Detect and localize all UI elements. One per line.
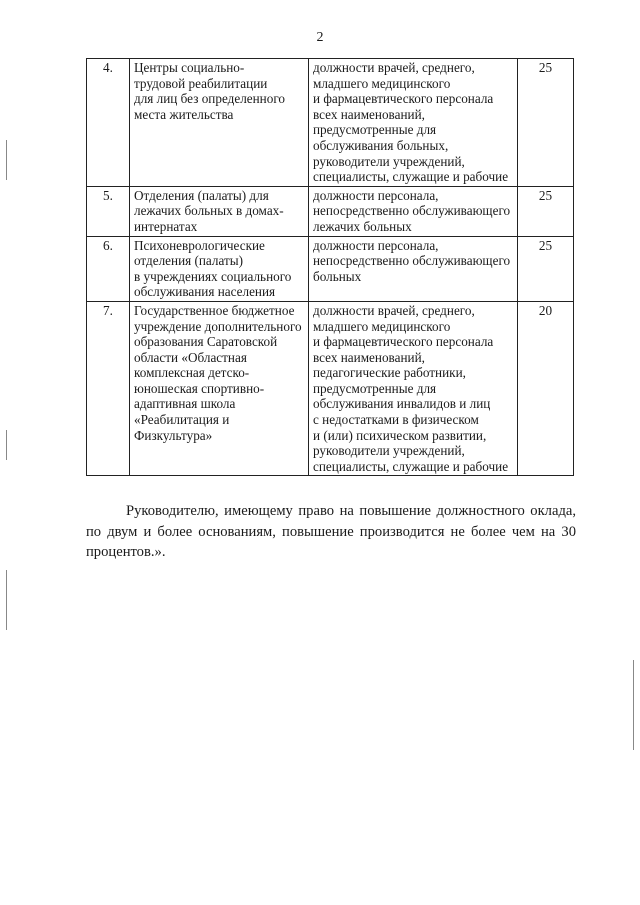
table-row [87,301,574,476]
staff-cell: должности врачей, среднего, младшего медицинского и фармацевтического персонала всех наименований, предусмотренные для обслуживания больных, руководители учреждений, специалисты, служащие и рабочие [309,59,518,187]
staff-cell: должности персонала, непосредственно обслуживающего больных [309,236,518,301]
allowance-table [86,58,574,476]
row-number: 6. [87,236,130,301]
table-row [87,186,574,236]
table-row [87,59,574,187]
staff-cell: должности персонала, непосредственно обслуживающего лежачих больных [309,186,518,236]
staff-cell: должности врачей, среднего, младшего медицинского и фармацевтического персонала всех наименований, педагогические работники, предусмотренные для обслуживания инвалидов и лиц с недостатками в физическом и (или) психическом развитии, руководители учреждений, специалисты, служащие и рабочие [309,301,518,476]
row-number: 5. [87,186,130,236]
page-number: 2 [316,30,324,45]
scan-mark [633,660,634,750]
scan-mark [6,430,7,460]
institution-cell: Центры социально- трудовой реабилитации для лиц без определенного места жительства [130,59,309,187]
percent-cell: 25 [518,186,574,236]
percent-cell: 20 [518,301,574,476]
percent-cell: 25 [518,59,574,187]
row-number: 7. [87,301,130,476]
scan-mark [6,570,7,630]
table-row [87,236,574,301]
institution-cell: Психоневрологические отделения (палаты) в учреждениях социального обслуживания населения [130,236,309,301]
institution-cell: Государственное бюджетное учреждение дополнительного образования Саратовской области «Областная комплексная детско- юношеская спортивно- адаптивная школа «Реабилитация и Физкультура» [130,301,309,476]
institution-cell: Отделения (палаты) для лежачих больных в домах- интернатах [130,186,309,236]
closing-paragraph: Руководителю, имеющему право на повышение должностного оклада, по двум и более основаниям, повышение производится не более чем на 30 процентов.». [86,503,576,560]
percent-cell: 25 [518,236,574,301]
row-number: 4. [87,59,130,187]
scan-mark [6,140,7,180]
